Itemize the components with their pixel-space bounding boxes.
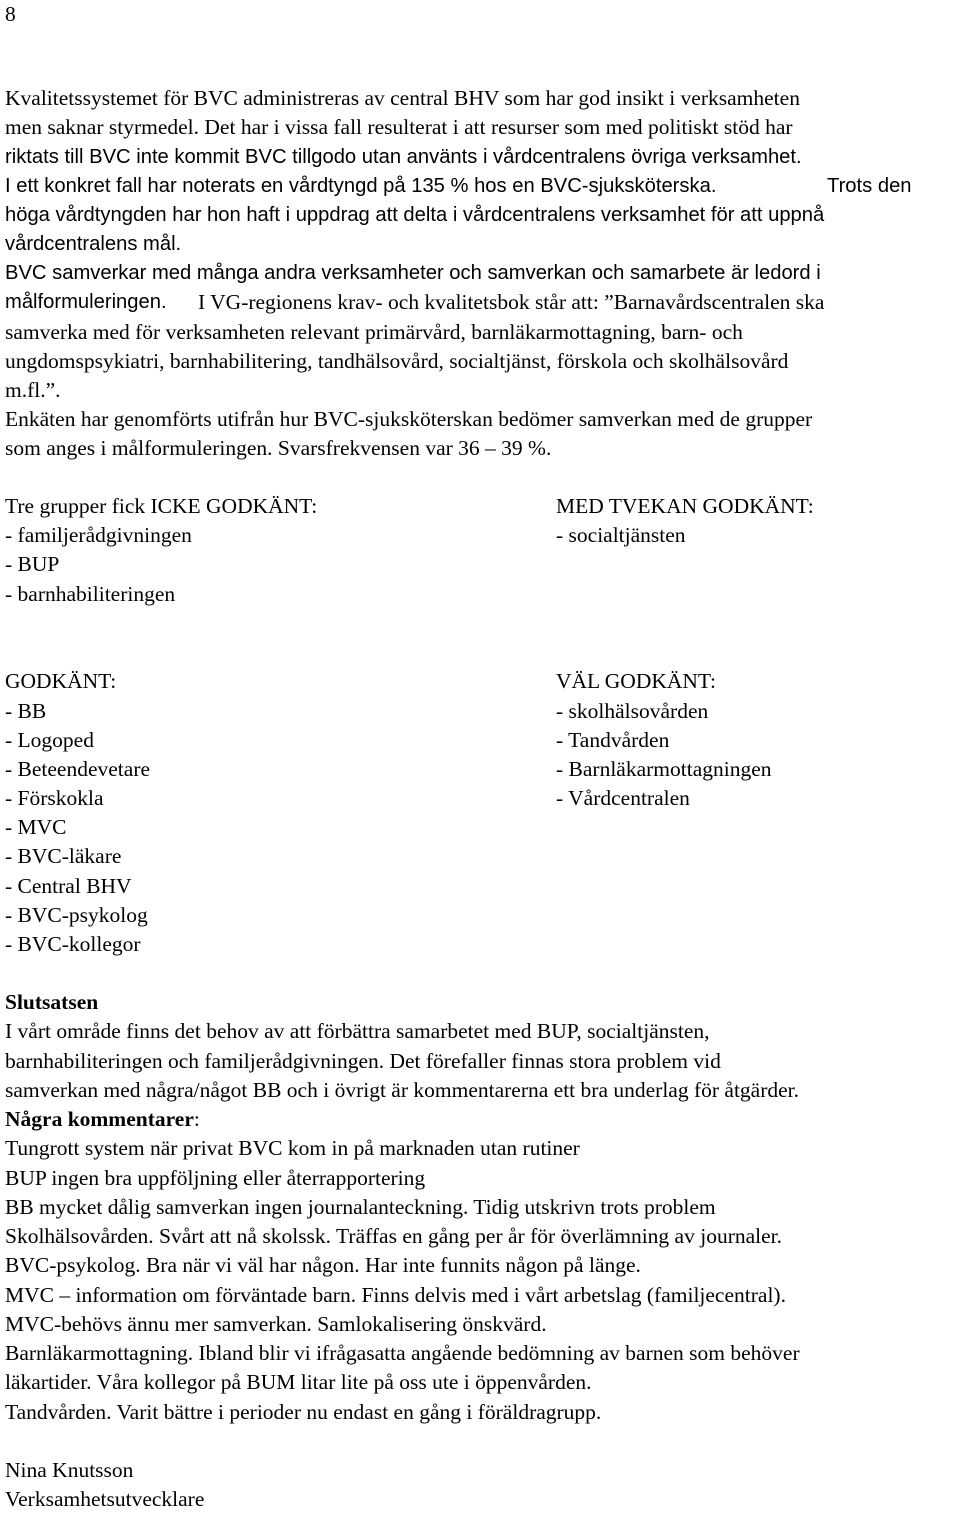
group-title: Tre grupper fick ICKE GODKÄNT: (5, 494, 318, 518)
text-line: Enkäten har genomförts utifrån hur BVC-sjuksköterskan bedömer samverkan med de grupper (5, 407, 813, 431)
group-title: MED TVEKAN GODKÄNT: (556, 494, 814, 518)
list-item: - Beteendevetare (5, 757, 151, 781)
text-line: Kvalitetssystemet för BVC administreras av central BHV som har god insikt i verksamheten (5, 86, 800, 110)
list-item: - Central BHV (5, 874, 132, 898)
list-item: - Logoped (5, 728, 94, 752)
text-line: Trots den (827, 175, 912, 197)
text-line: vårdcentralens mål. (5, 233, 182, 255)
text-line: barnhabiliteringen och familjerådgivningen. Det förefaller finnas stora problem vid (5, 1049, 721, 1073)
list-item: - familjerådgivningen (5, 523, 192, 547)
list-item: - barnhabiliteringen (5, 582, 176, 606)
signature-name: Nina Knutsson (5, 1458, 134, 1482)
page-number: 8 (5, 2, 16, 26)
text-line: ungdomspsykiatri, barnhabilitering, tandhälsovård, socialtjänst, förskola och skolhälsovård (5, 349, 789, 373)
signature-title: Verksamhetsutvecklare (5, 1487, 205, 1511)
list-item: - skolhälsovården (556, 699, 709, 723)
text-line: samverka med för verksamheten relevant primärvård, barnläkarmottagning, barn- och (5, 320, 743, 344)
text-line: samverkan med några/något BB och i övrigt är kommentarerna ett bra underlag för åtgärder. (5, 1078, 800, 1102)
comment-line: läkartider. Våra kollegor på BUM litar lite på oss ute i öppenvården. (5, 1370, 592, 1394)
list-item: - Tandvården (556, 728, 670, 752)
group-title: GODKÄNT: (5, 669, 117, 693)
text-line: m.fl.”. (5, 378, 61, 402)
comment-line: Tungrott system när privat BVC kom in på marknaden utan rutiner (5, 1136, 580, 1160)
text-line: I VG-regionens krav- och kvalitetsbok står att: ”Barnavårdscentralen ska (198, 290, 825, 314)
comment-line: BVC-psykolog. Bra när vi väl har någon. Har inte funnits någon på länge. (5, 1253, 641, 1277)
comment-line: Skolhälsovården. Svårt att nå skolssk. Träffas en gång per år för överlämning av journaler. (5, 1224, 783, 1248)
list-item: - BB (5, 699, 47, 723)
comment-line: BB mycket dålig samverkan ingen journalanteckning. Tidig utskrivn trots problem (5, 1195, 716, 1219)
text-line: som anges i målformuleringen. Svarsfrekvensen var 36 – 39 %. (5, 436, 552, 460)
comment-line: Tandvården. Varit bättre i perioder nu endast en gång i föräldragrupp. (5, 1400, 602, 1424)
group-title: VÄL GODKÄNT: (556, 669, 716, 693)
list-item: - BVC-läkare (5, 844, 122, 868)
text-line: men saknar styrmedel. Det har i vissa fall resulterat i att resurser som med politiskt stöd har (5, 115, 793, 139)
list-item: - Förskokla (5, 786, 104, 810)
list-item: - BVC-kollegor (5, 932, 141, 956)
text-line: målformuleringen. (5, 291, 167, 313)
heading-colon: : (193, 1107, 200, 1131)
list-item: - socialtjänsten (556, 523, 686, 547)
comments-heading: Några kommentarer (5, 1107, 194, 1131)
comment-line: MVC-behövs ännu mer samverkan. Samlokalisering önskvärd. (5, 1312, 547, 1336)
section-heading (5, 1105, 200, 1134)
text-line: I ett konkret fall har noterats en vårdtyngd på 135 % hos en BVC-sjuksköterska. (5, 175, 717, 197)
text-line: BVC samverkar med många andra verksamheter och samverkan och samarbete är ledord i (5, 262, 821, 284)
list-item: - BUP (5, 552, 60, 576)
list-item: - Vårdcentralen (556, 786, 690, 810)
text-line: riktats till BVC inte kommit BVC tillgodo utan använts i vårdcentralens övriga verksamhet. (5, 146, 802, 168)
section-heading: Slutsatsen (5, 990, 99, 1014)
list-item: - MVC (5, 815, 67, 839)
text-line: höga vårdtyngden har hon haft i uppdrag att delta i vårdcentralens verksamhet för att uppnå (5, 204, 825, 226)
comment-line: BUP ingen bra uppföljning eller återrapportering (5, 1166, 426, 1190)
list-item: - BVC-psykolog (5, 903, 148, 927)
list-item: - Barnläkarmottagningen (556, 757, 772, 781)
text-line: I vårt område finns det behov av att förbättra samarbetet med BUP, socialtjänsten, (5, 1019, 710, 1043)
comment-line: Barnläkarmottagning. Ibland blir vi ifrågasatta angående bedömning av barnen som behöver (5, 1341, 800, 1365)
comment-line: MVC – information om förväntade barn. Finns delvis med i vårt arbetslag (familjecentral). (5, 1283, 786, 1307)
